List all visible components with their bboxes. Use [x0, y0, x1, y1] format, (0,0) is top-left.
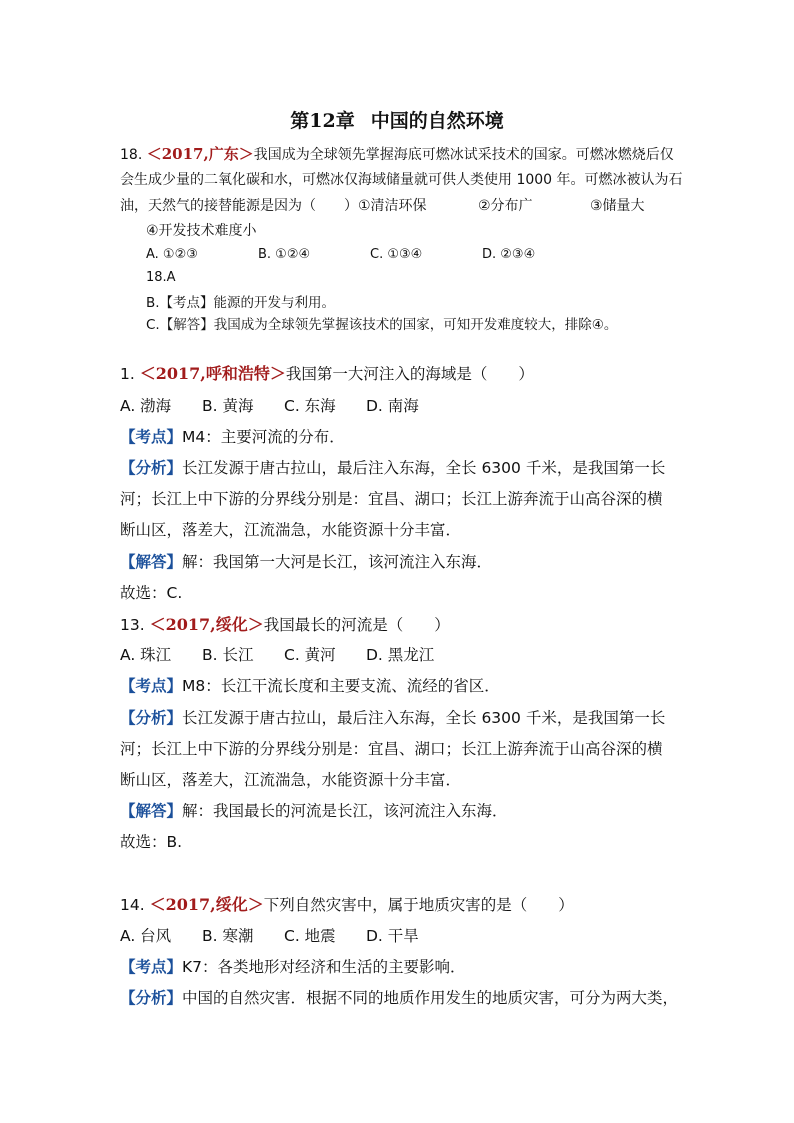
q13-point: 【考点】M8：长江干流长度和主要支流、流经的省区． — [120, 677, 500, 695]
q14-stem: 14. ＜2017,绥化＞下列自然灾害中，属于地质灾害的是（ ） — [120, 895, 574, 914]
source-tag: ＜2017,广东＞ — [146, 145, 254, 163]
source-tag: ＜2017,绥化＞ — [149, 615, 264, 634]
page-title — [0, 106, 794, 133]
q14-analysis-line1: 【分析】中国的自然灾害．根据不同的地质作用发生的地质灾害，可分为两大类， — [120, 989, 679, 1007]
source-tag: ＜2017,绥化＞ — [149, 895, 264, 914]
q13-analysis-line2: 河；长江上中下游的分界线分别是：宜昌、湖口；长江上游奔流于山高谷深的横 — [120, 740, 663, 758]
q1-analysis-line3: 断山区，落差大，江流湍急，水能资源十分丰富． — [120, 521, 462, 539]
q18-answer: 18.A — [146, 270, 176, 285]
q18-solution: C.【解答】我国成为全球领先掌握该技术的国家，可知开发难度较大，排除④。 — [146, 317, 618, 333]
q18-options: A. ①②③ B. ①②④ C. ①③④ D. ②③④ — [146, 247, 536, 262]
q13-analysis-line1: 【分析】长江发源于唐古拉山，最后注入东海，全长 6300 千米，是我国第一长 — [120, 709, 666, 727]
q18-stem-line1: 18. ＜2017,广东＞我国成为全球领先掌握海底可燃冰试采技术的国家。可燃冰燃烧后仅 — [120, 145, 674, 163]
q1-point: 【考点】M4：主要河流的分布． — [120, 428, 345, 446]
q1-analysis-line2: 河；长江上中下游的分界线分别是：宜昌、湖口；长江上游奔流于山高谷深的横 — [120, 490, 663, 508]
q1-stem: 1. ＜2017,呼和浩特＞我国第一大河注入的海域是（ ） — [120, 364, 534, 383]
q1-options: A. 渤海 B. 黄海 C. 东海 D. 南海 — [120, 397, 419, 415]
q18-point: B.【考点】能源的开发与利用。 — [146, 295, 336, 311]
q14-point: 【考点】K7：各类地形对经济和生活的主要影响． — [120, 958, 466, 976]
q1-analysis-line1: 【分析】长江发源于唐古拉山，最后注入东海，全长 6300 千米，是我国第一长 — [120, 459, 666, 477]
q18-choice-4: ④开发技术难度小 — [146, 223, 257, 239]
source-tag: ＜2017,呼和浩特＞ — [139, 364, 286, 383]
q18-choice-2: ②分布广 — [478, 198, 533, 214]
chapter-number: 第12章 — [290, 110, 355, 132]
q18-stem-line3: 油，天然气的接替能源是因为（ ）①清洁环保 — [120, 198, 427, 214]
q13-solution: 【解答】解：我国最长的河流是长江，该河流注入东海． — [120, 802, 508, 820]
q13-analysis-line3: 断山区，落差大，江流湍急，水能资源十分丰富． — [120, 771, 462, 789]
q1-solution: 【解答】解：我国第一大河是长江，该河流注入东海． — [120, 553, 493, 571]
q13-options: A. 珠江 B. 长江 C. 黄河 D. 黑龙江 — [120, 646, 435, 664]
q18-stem-line2: 会生成少量的二氧化碳和水，可燃冰仅海域储量就可供人类使用 1000 年。可燃冰被认为石 — [120, 172, 683, 188]
chapter-name: 中国的自然环境 — [370, 110, 504, 132]
q14-options: A. 台风 B. 寒潮 C. 地震 D. 干旱 — [120, 927, 419, 945]
q1-choice: 故选：C. — [120, 584, 183, 602]
q13-stem: 13. ＜2017,绥化＞我国最长的河流是（ ） — [120, 615, 450, 634]
q13-choice: 故选：B. — [120, 833, 183, 851]
q18-choice-3: ③储量大 — [590, 198, 645, 214]
